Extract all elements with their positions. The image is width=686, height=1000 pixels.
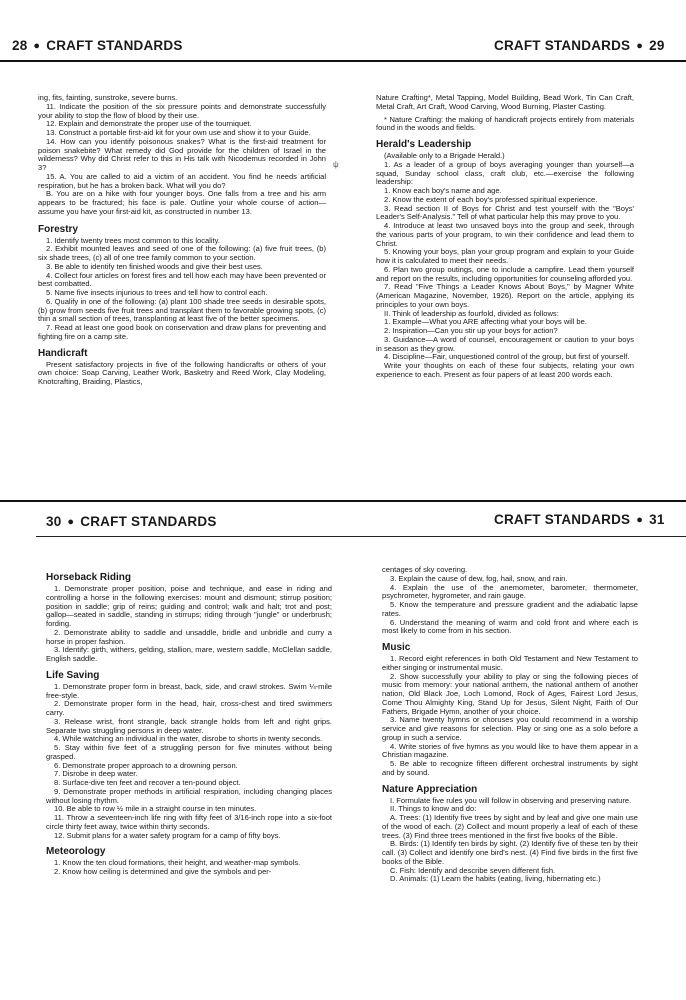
section-heading-forestry: Forestry xyxy=(38,223,79,235)
paragraph: II. Think of leadership as fourfold, divided as follows: xyxy=(384,308,559,318)
paragraph: 10. Be able to row ½ mile in a straight course in ten minutes. xyxy=(54,804,257,814)
paragraph: 9. Demonstrate proper methods in artificial respiration, including changing places without losing rhythm. xyxy=(46,786,332,805)
paragraph: 7. Read "Five Things a Leader Knows About Boys," by Magner White (American Magazine, November, 1926). Report on the article, applying its principles to your own boys. xyxy=(376,282,634,309)
header-rule xyxy=(0,60,686,62)
paragraph: 3. Be able to identify ten finished woods and give their best uses. xyxy=(46,261,263,271)
page-number: 31 xyxy=(649,512,665,527)
paragraph: 4. Write stories of five hymns as you would like to have them appear in a Christian magazine. xyxy=(382,741,638,760)
bottom-spread xyxy=(0,492,686,1000)
page-29-column xyxy=(376,94,634,380)
running-title: CRAFT STANDARDS xyxy=(46,38,183,53)
paragraph: 1. As a leader of a group of boys averaging younger than yourself—a squad, Sunday school class, craft club, etc.—exercise the following leadership: xyxy=(376,159,634,187)
paragraph: 5. Stay within five feet of a struggling person for five minutes without being grasped. xyxy=(46,743,332,761)
margin-mark: ψ xyxy=(333,160,339,169)
paragraph: 11. Throw a seventeen-inch life ring with fifty feet of 3/16-inch rope into a six-foot circle thirty feet away, twice within thirty seconds. xyxy=(46,813,332,831)
paragraph: 7. Read at least one good book on conservation and draw plans for preventing and fighting fire on a camp site. xyxy=(38,323,326,341)
paragraph: 2. Inspiration—Can you stir up your boys for action? xyxy=(384,326,558,335)
paragraph: 4. Collect four articles on forest fires and tell how each may have been prevented or best combatted. xyxy=(38,270,326,289)
section-heading-handicraft: Handicraft xyxy=(38,347,88,359)
paragraph: Write your thoughts on each of these four subjects, relating your own experience to each. Present as four papers of at least 200 words each. xyxy=(376,361,634,379)
paragraph: 1. Demonstrate proper form in breast, back, side, and crawl strokes. Swim ¼-mile free-style. xyxy=(46,681,332,700)
paragraph: 12. Submit plans for a water safety program for a camp of fifty boys. xyxy=(54,830,281,840)
page-number: 30 xyxy=(46,514,62,529)
paragraph: 5. Know the temperature and pressure gradient and the adiabatic lapse rates. xyxy=(382,600,638,618)
paragraph: 5. Knowing your boys, plan your group program and explain to your Guide how it is calculated to meet their needs. xyxy=(376,247,634,265)
paragraph: A. Trees: (1) Identify five trees by sight and by leaf and give one main use of the wood of each. (2) Collect and mount properly a leaf of each of these trees. (3) Find three trees mentioned in the first five books of the Bible. xyxy=(382,813,638,840)
bullet-icon: ● xyxy=(67,516,75,528)
bullet-icon: ● xyxy=(636,514,644,526)
paragraph: 6. Plan two group outings, one to include a campfire. Lead them yourself and report on the results, including opportunities for counseling afforded you. xyxy=(376,264,634,283)
page-30-header xyxy=(46,514,217,529)
paragraph: 7. Disrobe in deep water. xyxy=(54,769,138,779)
paragraph: 3. Guidance—A word of counsel, encouragement or caution to your boys in season as they grow. xyxy=(376,334,634,353)
paragraph: 8. Surface-dive ten feet and recover a ten-pound object. xyxy=(54,778,241,787)
paragraph: 1. Record eight references in both Old Testament and New Testament to either singing or instrumental music. xyxy=(382,654,638,672)
page-28-column xyxy=(38,94,326,387)
section-heading-heralds-leadership: Herald's Leadership xyxy=(376,139,472,150)
paragraph: (Available only to a Brigade Herald.) xyxy=(384,151,505,160)
paragraph: 11. Indicate the position of the six pressure points and demonstrate successfully your ability to stop the flow of blood by their use. xyxy=(38,101,326,120)
paragraph: B. Birds: (1) Identify ten birds by sight. (2) Identify five of these ten by their call. (3) Collect and identify one bird's nest. (4) Find five birds in the first five books of the Bible. xyxy=(382,839,638,866)
paragraph: 13. Construct a portable first-aid kit for your own use and show it to your Guide. xyxy=(46,128,311,137)
paragraph: 3. Explain the cause of dew, fog, hail, snow, and rain. xyxy=(390,573,568,583)
paragraph: 6. Understand the meaning of warm and cold front and where each is most likely to come from in his section. xyxy=(382,617,638,636)
section-heading-horseback-riding: Horseback Riding xyxy=(46,572,132,583)
page-number: 28 xyxy=(12,38,28,53)
running-title: CRAFT STANDARDS xyxy=(80,514,217,529)
header-rule xyxy=(36,536,686,537)
paragraph: 4. Explain the use of the anemometer, barometer, thermometer, psychrometer, hygrometer, and rain gauge. xyxy=(382,582,638,601)
top-header xyxy=(0,0,686,60)
page-28-header xyxy=(12,38,183,53)
bullet-icon: ● xyxy=(636,40,644,52)
paragraph: 5. Be able to recognize fifteen different orchestral instruments by sight and by sound. xyxy=(382,759,638,777)
paragraph: 1. Demonstrate proper position, poise and technique, and ease in riding and controlling a horse in the following exercises: mount and dismount; stirrup position; position in saddle; grip of reins; guiding and control; walk and halt; trot and post; gallop—seated in saddle, standing in stirrups; riding through "jungle" or underbrush; fording. xyxy=(46,584,332,628)
paragraph: II. Things to know and do: xyxy=(390,804,477,814)
paragraph: 3. Identify: girth, withers, gelding, stallion, mare, western saddle, McClellan saddle, English saddle. xyxy=(46,645,332,663)
paragraph: 3. Release wrist, front strangle, back strangle holds from left and right grips. Separate two struggling persons in deep water. xyxy=(46,716,332,735)
paragraph: D. Animals: (1) Learn the habits (eating, living, hibernating etc.) xyxy=(390,874,601,884)
paragraph: 1. Know each boy's name and age. xyxy=(384,186,502,195)
paragraph: 12. Explain and demonstrate the proper use of the tourniquet. xyxy=(46,119,252,129)
page-29-header xyxy=(494,38,665,53)
bullet-icon: ● xyxy=(33,40,41,52)
paragraph: 2. Show successfully your ability to play or sing the following pieces of music from memory: your national anthem, the national anthem of another nation, Old Black Joe, Loch Lomond, Rock of Ages, Fairest Lord Jesus, Come Thou Almighty King, Stand Up for Jesus, Silent Night, Faith of Our Fathers, Brigade Hymn, another of your choice. xyxy=(382,671,638,716)
section-heading-nature-appreciation: Nature Appreciation xyxy=(382,783,478,795)
paragraph: 3. Read section II of Boys for Christ and test yourself with the "Boys' Leader's Self-Analysis." Tell of what particular help this may prove to you. xyxy=(376,203,634,222)
page-30-column xyxy=(46,566,332,877)
section-heading-life-saving: Life Saving xyxy=(46,669,100,681)
paragraph: 15. A. You are called to aid a victim of an accident. You find he needs artificial respiration, but he has a broken back. What will you do? xyxy=(38,171,326,190)
paragraph: 2. Know how ceiling is determined and give the symbols and per- xyxy=(54,867,272,876)
paragraph: I. Formulate five rules you will follow in observing and preserving nature. xyxy=(390,795,632,805)
top-spread xyxy=(0,0,686,492)
paragraph: 2. Demonstrate ability to saddle and unsaddle, bridle and unbridle and curry a horse in proper fashion. xyxy=(46,627,332,646)
running-title: CRAFT STANDARDS xyxy=(494,38,631,53)
paragraph: 1. Identify twenty trees most common to this locality. xyxy=(46,235,220,245)
paragraph: 2. Exhibit mounted leaves and seed of one of the following: (a) five fruit trees, (b) six shade trees, (c) all of one tree family common to your section. xyxy=(38,244,326,262)
page-number: 29 xyxy=(649,38,665,53)
paragraph: 5. Name five insects injurious to trees and tell how to control each. xyxy=(46,288,268,297)
paragraph: Present satisfactory projects in five of the following handicrafts or others of your own choice: Soap Carving, Leather Work, Basketry and Reed Work, Clay Modeling, Knotcrafting, Braiding, Plastics, xyxy=(38,359,326,386)
footnote: * Nature Crafting: the making of handicraft projects entirely from materials found in the woods and fields. xyxy=(376,114,634,133)
running-title: CRAFT STANDARDS xyxy=(494,512,631,527)
paragraph: 3. Name twenty hymns or choruses you could recommend in a worship service and give reasons for selection. Play or sing one as a solo before a group in such a service. xyxy=(382,715,638,742)
paragraph: centages of sky covering. xyxy=(382,565,468,574)
page-31-header xyxy=(494,512,665,527)
paragraph: 1. Example—What you ARE affecting what your boys will be. xyxy=(384,317,587,327)
paragraph: Nature Crafting*, Metal Tapping, Model Building, Bead Work, Tin Can Craft, Metal Craft, Art Craft, Wood Carving, Wood Burning, Plaster Casting. xyxy=(376,93,634,111)
paragraph: 2. Demonstrate proper form in the head, hair, cross-chest and tired swimmers carry. xyxy=(46,699,332,717)
paragraph: C. Fish: Identify and describe seven different fish. xyxy=(390,865,556,875)
page-31-column xyxy=(382,566,638,884)
paragraph: ing, fits, fainting, sunstroke, severe burns. xyxy=(38,93,178,102)
paragraph: 14. How can you identify poisonous snakes? What is the first-aid treatment for poison snakebite? What remedy did God provide for the children of Israel in the wilderness? Why did Christ refer to this in His talk with Nicodemus recorded in John 3? xyxy=(38,136,326,172)
paragraph: 2. Know the extent of each boy's professed spiritual experience. xyxy=(384,194,598,204)
paragraph: 6. Demonstrate proper approach to a drowning person. xyxy=(54,760,238,770)
paragraph: 4. While watching an individual in the water, disrobe to shorts in twenty seconds. xyxy=(54,734,323,744)
paragraph: 4. Introduce at least two unsaved boys into the group and seek, through the various parts of your program, to win their confidence and lead them to Christ. xyxy=(376,221,634,248)
paragraph: B. You are on a hike with four younger boys. One falls from a tree and his arm appears to be fractured; his face is pale. Outline your whole course of action—assume you have your first-aid kit, as constructed in number 13. xyxy=(38,189,326,216)
section-heading-meteorology: Meteorology xyxy=(46,846,106,858)
paragraph: 6. Qualify in one of the following: (a) plant 100 shade tree seeds in desirable spots, (b) grow from seeds five fruit trees and transplant them to favorable growing spots, (c) thin a small section of trees, transplanting at least five of the better specimens. xyxy=(38,296,326,324)
paragraph: 1. Know the ten cloud formations, their height, and weather-map symbols. xyxy=(54,858,301,868)
section-heading-music: Music xyxy=(382,642,411,653)
paragraph: 4. Discipline—Fair, unquestioned control of the group, but first of yourself. xyxy=(384,352,630,362)
